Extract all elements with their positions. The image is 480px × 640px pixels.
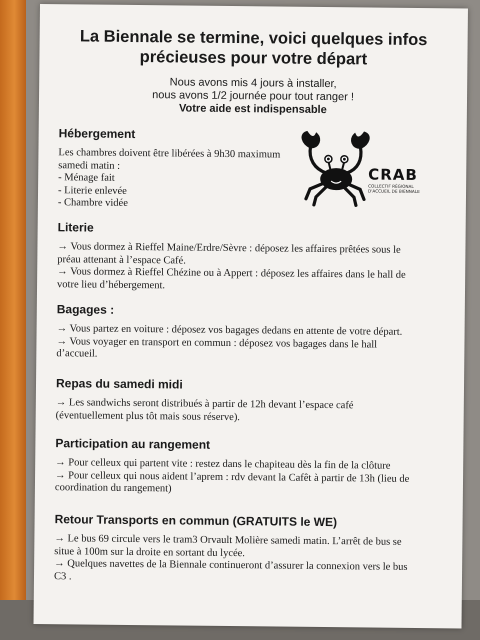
section-rangement bbox=[55, 436, 448, 499]
text-line: situe à 100m sur la droite en sortant du lycée. bbox=[54, 545, 246, 559]
text-line: C3 . bbox=[53, 570, 72, 583]
text-line: - Literie enlevée bbox=[57, 184, 127, 197]
section-body bbox=[56, 323, 448, 365]
text-line: Les chambres doivent être libérées à 9h30 maximum bbox=[58, 147, 281, 161]
logo-subtitle: COLLECTIF RÉGIONAL D'ACCUEIL DE BIENNALE bbox=[368, 183, 420, 194]
text-line: coordination du rangement) bbox=[54, 482, 172, 495]
section-body bbox=[56, 397, 448, 426]
text-line: → Vous dormez à Rieffel Maine/Erdre/Sèvre : déposez les affaires prêtées sous le bbox=[57, 241, 401, 256]
orange-folder-edge bbox=[0, 0, 26, 640]
intro-line-2: nous avons 1/2 journée pour tout ranger ! bbox=[152, 89, 355, 104]
section-literie bbox=[57, 220, 450, 295]
section-heading: Hébergement bbox=[58, 126, 136, 142]
section-heading: Literie bbox=[57, 220, 94, 235]
flyer-sheet bbox=[34, 4, 468, 628]
section-heading: Bagages : bbox=[56, 302, 115, 317]
section-heading: Retour Transports en commun (GRATUITS le WE) bbox=[54, 512, 338, 530]
text-line: → Vous partez en voiture : déposez vos bagages dedans en attente de votre départ. bbox=[56, 323, 403, 338]
text-line: - Chambre vidée bbox=[57, 197, 128, 210]
section-body bbox=[54, 533, 447, 587]
text-line: → Quelques navettes de la Biennale continueront d’assurer la connexion vers le bus bbox=[54, 558, 408, 574]
text-line: → Pour celleux qui nous aident l’aprem : rdv devant la Cafêt à partir de 13h (lieu de bbox=[55, 469, 410, 485]
text-line: - Ménage fait bbox=[58, 172, 115, 184]
intro-line-3: Votre aide est indispensable bbox=[178, 102, 327, 117]
section-bagages bbox=[56, 302, 449, 365]
text-line: préau attenant à l’espace Café. bbox=[57, 253, 186, 267]
crab-logo bbox=[296, 129, 437, 210]
section-hebergement bbox=[58, 126, 309, 213]
text-line: → Le bus 69 circule vers le tram3 Orvault Molière samedi matin. L’arrêt de bus se bbox=[54, 533, 402, 548]
section-heading: Participation au rangement bbox=[55, 436, 211, 452]
section-body bbox=[58, 147, 309, 213]
section-body bbox=[55, 457, 447, 499]
section-repas bbox=[56, 376, 448, 426]
intro-text bbox=[39, 75, 467, 118]
logo-name: CRAB bbox=[368, 165, 418, 184]
text-line: → Vous dormez à Rieffel Chézine ou à Appert : déposez les affaires dans le hall de bbox=[57, 266, 406, 282]
text-line: → Pour celleux qui partent vite : restez dans le chapiteau dès la fin de la clôture bbox=[55, 457, 391, 472]
text-line: samedi matin : bbox=[58, 159, 121, 172]
section-body bbox=[57, 241, 450, 295]
text-line: → Les sandwichs seront distribués à partir de 12h devant l’espace café bbox=[55, 397, 354, 412]
text-line: votre lieu d’hébergement. bbox=[57, 278, 166, 292]
text-line: d’accueil. bbox=[56, 348, 98, 360]
text-line: (éventuellement plus tôt mais sous réserve). bbox=[55, 409, 241, 423]
page-title: La Biennale se termine, voici quelques infos précieuses pour votre départ bbox=[79, 27, 428, 69]
text-line: → Vous voyager en transport en commun : déposez vos bagages dans le hall bbox=[56, 335, 378, 351]
intro-line-1: Nous avons mis 4 jours à installer, bbox=[169, 76, 337, 91]
section-heading: Repas du samedi midi bbox=[55, 376, 183, 392]
section-transports bbox=[54, 512, 447, 587]
